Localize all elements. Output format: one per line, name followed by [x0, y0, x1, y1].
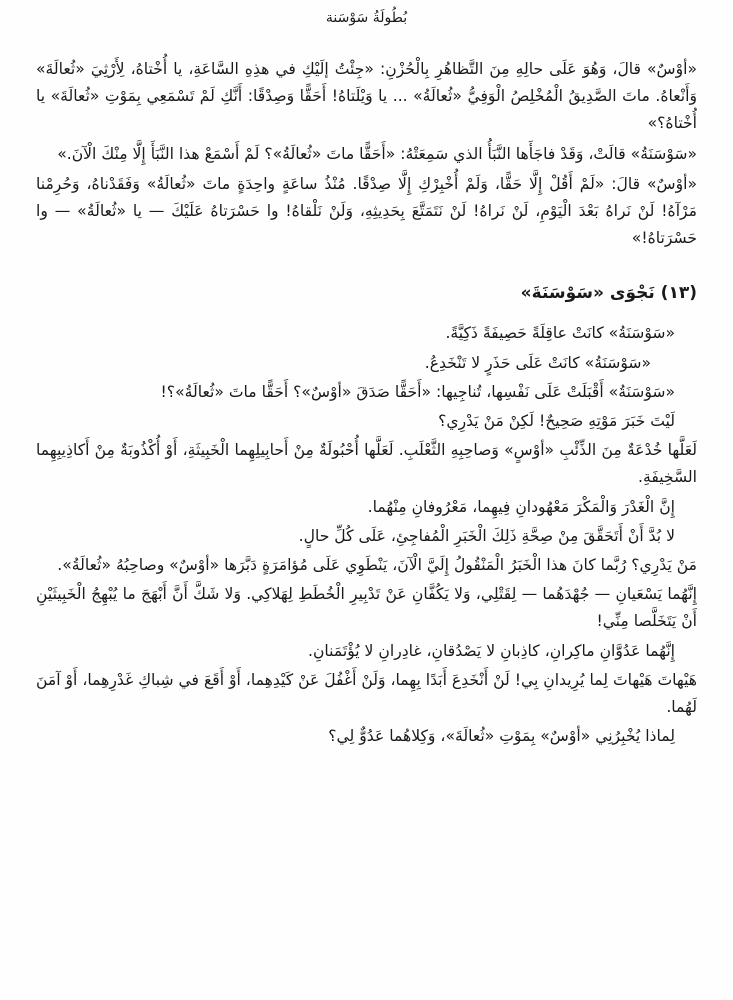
dialogue-paragraph: «أوْسٌ» قالَ، وَهُوَ عَلَى حالِهِ مِنَ التَّظاهُرِ بِالْحُزْنِ: «جِئْتُ إلَيْكِ في هذِهِ السَّاعَةِ، يا أُخْتاهُ، لِأَرْثِيَ «ثُعالَةَ» وَأَنْعاهُ. ماتَ الصَّدِيقُ الْمُخْلِصُ الْوَفِيُّ «ثُعالَةُ» ... يا وَيْلَتاهُ! أَحَقًّا وَصِدْقًا: أَنَّكِ لَمْ تَسْمَعِي بِمَوْتِ «ثُعالَةَ» يا أُخْتاهُ؟» — [36, 60, 697, 133]
dialogue-paragraph: «أوْسٌ» قالَ: «لَمْ أَقُلْ إِلَّا حَقًّا، وَلَمْ أُخْبِرْكِ إِلَّا صِدْقًا. مُنْذُ ساعَةٍ واحِدَةٍ ماتَ «ثُعالَةُ» وَفَقَدْناهُ، وَحُرِمْنا مَرْآهُ! لَنْ نَراهُ بَعْدَ الْيَوْمِ، لَنْ نَراهُ! لَنْ نَتَمَتَّعَ بِحَدِيثِهِ، وَلَنْ نَلْقاهُ! وا حَسْرَتاهُ عَلَيْكَ — يا «ثُعالَةُ» — وا حَسْرَتاهُ!» — [36, 174, 697, 248]
section-paragraph: لَيْتَ خَبَرَ مَوْتِهِ صَحِيحٌ! لَكِنْ مَنْ يَدْرِي؟ — [438, 412, 675, 431]
section-paragraph: «سَوْسَنَةُ» كانَتْ عاقِلَةً حَصِيفَةً ذَكِيَّةً. — [445, 324, 675, 343]
top-passage — [36, 56, 697, 252]
section-paragraph: هَيْهاتَ هَيْهاتَ لِما يُرِيدانِ بِي! لَنْ أَنْخَدِعَ أَبَدًا بِهِما، وَلَنْ أَغْفُلَ عَنْ كَيْدِهِما، أَوْ أَقَعَ في شِباكِ غَدْرِهِما، أَوْ آمَنَ لَهُما. — [36, 670, 697, 717]
chapter-section — [36, 280, 697, 750]
section-paragraph: مَنْ يَدْرِي؟ رُبَّما كانَ هذا الْخَبَرُ الْمَنْقُولُ إِلَيَّ الْآنَ، يَنْطَوِي عَلَى مُؤامَرَةٍ دَبَّرَها «أوْسٌ» وصاحِبُهُ «ثُعالَةُ». — [57, 556, 697, 575]
dialogue-paragraph: «سَوْسَنَةُ» قالَتْ، وَقَدْ فاجَأَها النَّبَأُ الذي سَمِعَتْهُ: «أَحَقًّا ماتَ «ثُعالَةُ»؟ لَمْ أَسْمَعْ هذا النَّبَأَ إِلَّا مِنْكَ الْآنَ.» — [57, 144, 697, 163]
section-paragraph: «سَوْسَنَةُ» كانَتْ عَلَى حَذَرٍ لا تَنْخَدِعُ. — [424, 353, 651, 372]
section-paragraph: لَعَلَّها خُدْعَةٌ مِنَ الذِّئْبِ «أوْسٍ» وَصاحِبِهِ الثَّعْلَبِ. لَعَلَّها أُحْبُولَةٌ مِنْ أَحابِيلِهِما الْخَبِيثَةِ، أَوْ أُكْذُوبَةٌ مِنْ أَكاذِيبِهِما السَّخِيفَةِ. — [36, 441, 697, 487]
section-heading: (١٣) نَجْوَى «سَوْسَنَةَ» — [520, 283, 697, 304]
running-head: بُطُولَةُ سَوْسَنة — [325, 10, 408, 26]
section-paragraph: إِنَّهُما عَدُوَّانِ ماكِرانِ، كاذِبانِ لا يَصْدُقانِ، غادِرانِ لا يُؤْتَمَنانِ. — [307, 641, 675, 660]
section-paragraph: لا بُدَّ أَنْ أَتَحَقَّقَ مِنْ صِحَّةِ ذَلِكَ الْخَبَرِ الْمُفاجِئِ، عَلَى كُلِّ حالٍ. — [298, 526, 675, 545]
section-paragraph: لِماذا يُخْبِرُنِي «أوْسٌ» بِمَوْتِ «ثُعالَةَ»، وَكِلاهُما عَدُوٌّ لِي؟ — [328, 727, 675, 746]
section-paragraph: إِنَّ الْغَدْرَ وَالْمَكْرَ مَعْهُودانِ فِيهِما، مَعْرُوفانِ مِنْهُما. — [367, 497, 675, 516]
section-paragraph: إِنَّهُما يَسْعَيانِ — جُهْدَهُما — لِقَتْلِي، وَلا يَكُفَّانِ عَنْ تَدْبِيرِ الْخُطَطِ لِهَلاكِي. وَلا شَكَّ أَنَّ أَبْهَجَ ما يُبْهِجُ الْخَبِيثَيْنِ أَنْ يَتَخَلَّصا مِنِّي! — [36, 585, 697, 631]
section-paragraph: «سَوْسَنَةُ» أَقْبَلَتْ عَلَى نَفْسِها، تُناجِيها: «أَحَقًّا صَدَقَ «أوْسٌ»؟ أَحَقًّا ماتَ «ثُعالَةُ»؟! — [160, 382, 675, 401]
